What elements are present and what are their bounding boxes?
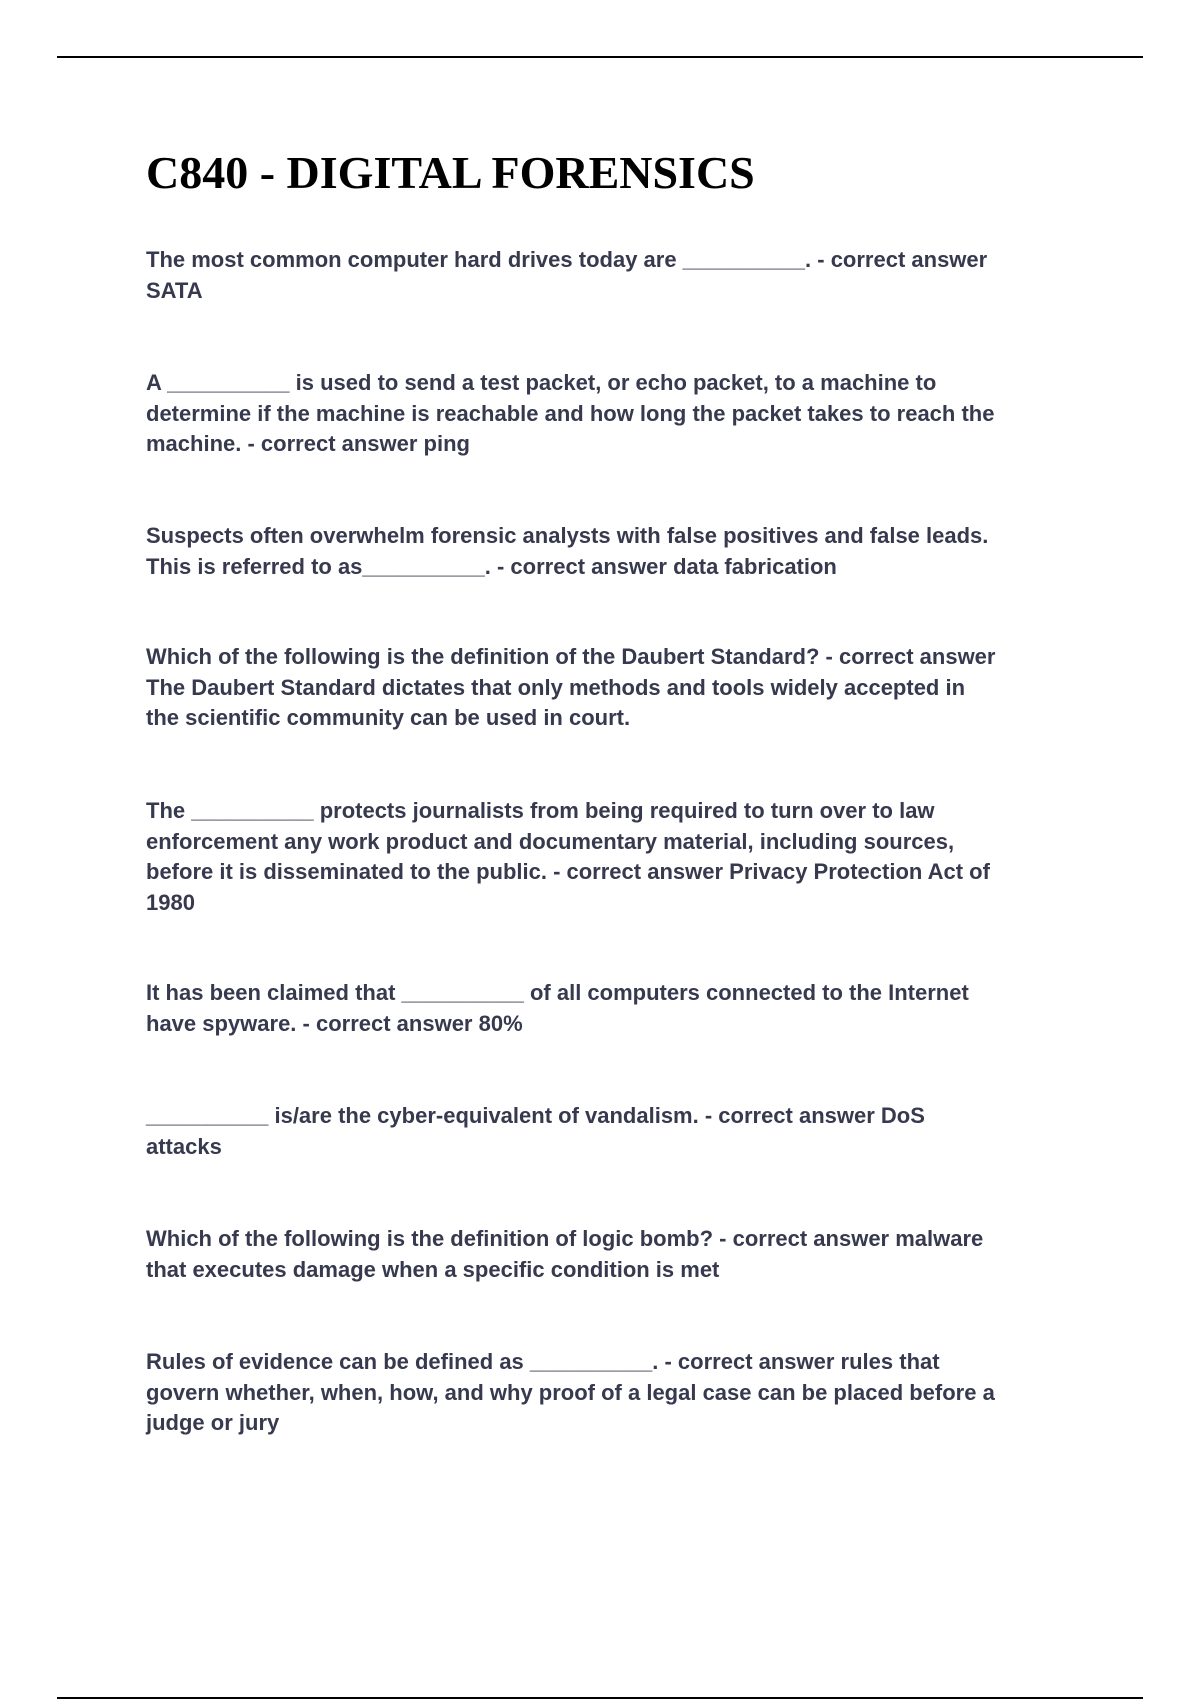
qa-line: SATA — [146, 277, 203, 303]
qa-item-9 — [146, 1347, 1094, 1439]
qa-line: This is referred to as__________. - correct answer data fabrication — [146, 553, 837, 579]
qa-line: the scientific community can be used in court. — [146, 705, 631, 730]
qa-line: It has been claimed that __________ of all computers connected to the Internet — [146, 980, 969, 1005]
qa-line: The Daubert Standard dictates that only methods and tools widely accepted in — [146, 674, 966, 700]
qa-item-2 — [146, 368, 1094, 460]
qa-line: determine if the machine is reachable and how long the packet takes to reach the — [146, 400, 995, 426]
qa-line: __________ is/are the cyber-equivalent of vandalism. - correct answer DoS — [146, 1103, 925, 1128]
qa-line: enforcement any work product and documentary material, including sources, — [146, 828, 955, 854]
qa-item-1 — [146, 245, 1094, 306]
qa-line: The __________ protects journalists from being required to turn over to law — [146, 798, 935, 823]
qa-line: machine. - correct answer ping — [146, 431, 470, 456]
qa-line: The most common computer hard drives today are __________. - correct answer — [146, 247, 988, 272]
qa-line: have spyware. - correct answer 80% — [146, 1010, 523, 1036]
qa-line: Which of the following is the definition of logic bomb? - correct answer malware — [146, 1226, 984, 1251]
qa-item-4 — [146, 642, 1094, 734]
qa-line: govern whether, when, how, and why proof of a legal case can be placed before a — [146, 1379, 995, 1405]
qa-line: attacks — [146, 1133, 222, 1159]
qa-line: that executes damage when a specific condition is met — [146, 1256, 720, 1282]
qa-line: 1980 — [146, 889, 195, 915]
qa-item-8 — [146, 1224, 1094, 1285]
qa-item-5 — [146, 796, 1094, 918]
document-title: C840 - DIGITAL FORENSICS — [146, 147, 755, 198]
qa-item-7 — [146, 1101, 1094, 1162]
qa-line: before it is disseminated to the public. - correct answer Privacy Protection Act of — [146, 859, 990, 884]
top-divider — [57, 56, 1143, 58]
qa-item-6 — [146, 978, 1094, 1039]
qa-item-3 — [146, 521, 1094, 582]
bottom-divider — [57, 1697, 1143, 1699]
qa-line: Which of the following is the definition of the Daubert Standard? - correct answer — [146, 644, 996, 669]
qa-line: Rules of evidence can be defined as __________. - correct answer rules that — [146, 1349, 940, 1374]
qa-line: judge or jury — [146, 1410, 280, 1435]
qa-line: Suspects often overwhelm forensic analysts with false positives and false leads. — [146, 523, 989, 548]
qa-line: A __________ is used to send a test packet, or echo packet, to a machine to — [146, 370, 937, 395]
